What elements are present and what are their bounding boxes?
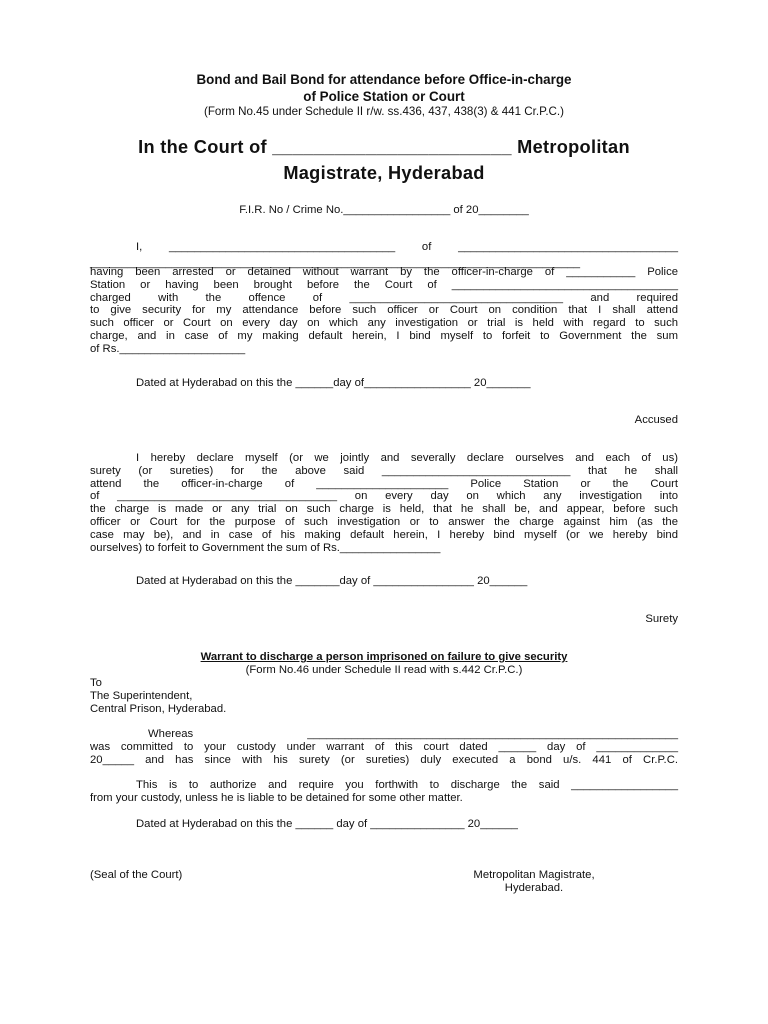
accused-signatory: Accused — [634, 414, 678, 426]
surety-para-line: the charge is made or any trial on such charge is held, that he shall be, and appear, before such — [90, 503, 678, 516]
surety-para-line: ourselves) to forfeit to Government the sum of Rs.________________ — [90, 541, 441, 554]
court-heading-line2: Magistrate, Hyderabad — [283, 163, 485, 183]
address-to: To — [90, 677, 102, 689]
bond-para-line: charged with the offence of __________________________________ and required — [90, 291, 678, 304]
doc-title-line1: Bond and Bail Bond for attendance before Office-in-charge — [196, 72, 572, 87]
court-heading-line1: In the Court of _______________________ Metropolitan — [138, 137, 630, 157]
surety-para-line: case may be), and in case of his making default herein, I hereby bind myself (or we hereby bind — [90, 528, 678, 541]
bond-para-line: Station or having been brought before the Court of ____________________________________ — [90, 278, 678, 291]
surety-signatory: Surety — [645, 613, 678, 625]
authorize-line: This is to authorize and require you forthwith to discharge the said _________________ — [136, 779, 678, 791]
surety-dated-line: Dated at Hyderabad on this the _______day of ________________ 20______ — [136, 575, 528, 587]
bond-blank-line: ______________________________________________________________________________ — [90, 257, 581, 269]
authorize-line: from your custody, unless he is liable to be detained for some other matter. — [90, 791, 463, 804]
bond-dated-line: Dated at Hyderabad on this the ______day of_________________ 20_______ — [136, 377, 531, 389]
doc-title-line2: of Police Station or Court — [303, 89, 465, 104]
magistrate-signatory — [430, 869, 638, 895]
magistrate-place: Hyderabad. — [504, 881, 564, 894]
whereas-line: Whereas ___________________________________________________________ — [148, 728, 678, 740]
bond-para-line: such officer or Court on every day on which any investigation or trial is held with regard to such — [90, 317, 678, 330]
bond-para-line: to give security for my attendance before such officer or Court on condition that I shall attend — [90, 304, 678, 317]
doc-form-reference: (Form No.45 under Schedule II r/w. ss.436, 437, 438(3) & 441 Cr.P.C.) — [203, 105, 565, 118]
whereas-line: 20_____ and has since with his surety (or sureties) duly executed a bond u/s. 441 of Cr.P.C. — [90, 753, 678, 766]
whereas-paragraph — [90, 728, 678, 766]
surety-para-line: surety (or sureties) for the above said ______________________________ that he shall — [90, 464, 678, 477]
bond-name-line: I, ____________________________________ of ___________________________________ — [136, 241, 678, 253]
bond-paragraph — [90, 266, 678, 356]
address-line: The Superintendent, — [90, 689, 193, 702]
surety-para-line: attend the officer-in-charge of _____________________ Police Station or the Court — [90, 477, 678, 490]
warrant-title: Warrant to discharge a person imprisoned on failure to give security — [200, 651, 568, 663]
surety-para-line: of ___________________________________ on every day on which any investigation into — [90, 490, 678, 503]
authorize-paragraph — [90, 779, 678, 805]
fir-line: F.I.R. No / Crime No._________________ of 20________ — [239, 204, 529, 216]
surety-para-line: I hereby declare myself (or we jointly and severally declare ourselves and each of us) — [136, 452, 678, 464]
whereas-line: was committed to your custody under warrant of this court dated ______ day of _____________ — [90, 740, 678, 753]
bond-para-line: of Rs.____________________ — [90, 342, 246, 355]
warrant-form-reference: (Form No.46 under Schedule II read with s.442 Cr.P.C.) — [245, 664, 523, 676]
address-line: Central Prison, Hyderabad. — [90, 702, 227, 715]
bond-para-line: charge, and in case of my making default herein, I bind myself to forfeit to Government the sum — [90, 329, 678, 342]
bond-para-line: having been arrested or detained without warrant by the officer-in-charge of ___________ Police — [90, 266, 678, 278]
magistrate-title: Metropolitan Magistrate, — [473, 869, 595, 881]
court-seal-label: (Seal of the Court) — [90, 869, 183, 881]
warrant-address — [90, 677, 678, 715]
surety-para-line: officer or Court for the purpose of such investigation or to answer the charge against him (as the — [90, 515, 678, 528]
surety-paragraph — [90, 452, 678, 554]
warrant-dated-line: Dated at Hyderabad on this the ______ day of _______________ 20______ — [136, 818, 518, 830]
